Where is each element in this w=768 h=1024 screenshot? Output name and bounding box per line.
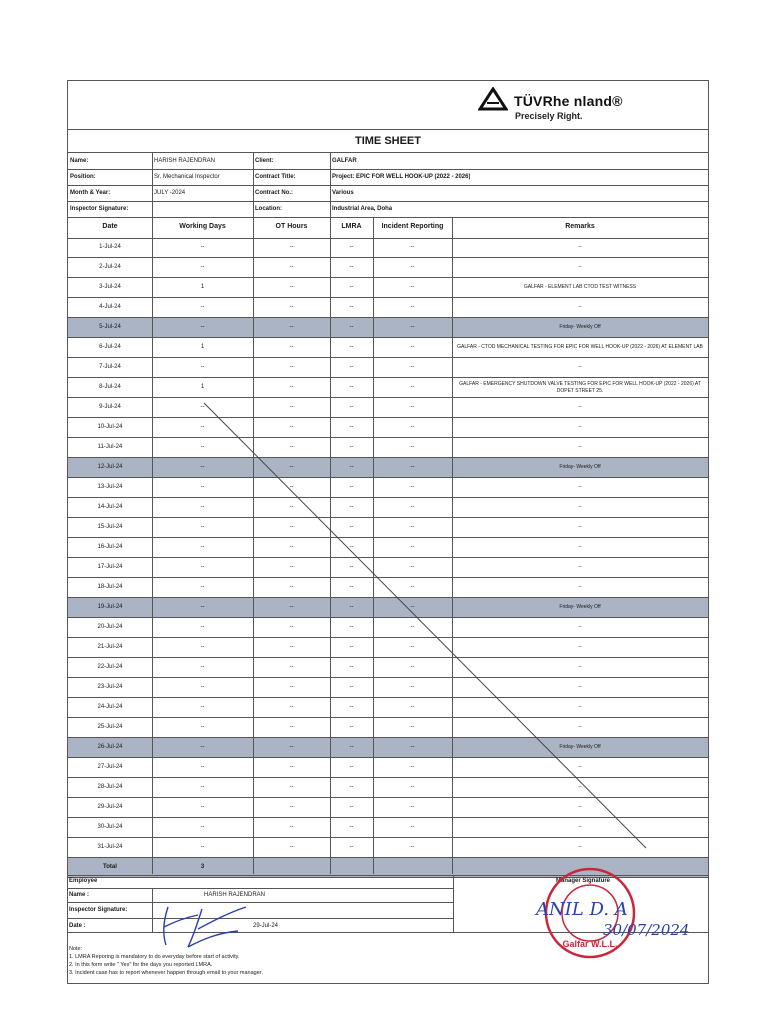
cell-lmra: -- xyxy=(349,244,354,250)
cell-ir: -- xyxy=(410,244,415,250)
column-header: Remarks xyxy=(565,223,595,230)
cell-remarks: Friday- Weekly Off xyxy=(559,464,601,470)
info-label: Position: xyxy=(70,174,96,180)
cell-remarks: -- xyxy=(578,564,582,570)
cell-lmra: -- xyxy=(349,544,354,550)
manager-signature xyxy=(528,887,728,947)
cell-remarks: -- xyxy=(578,504,582,510)
cell-date: 5-Jul-24 xyxy=(99,324,121,330)
cell-wd: -- xyxy=(200,324,205,330)
cell-lmra: -- xyxy=(349,724,354,730)
note-line: 1. LMRA Reporing is mandatory to do everyday before start of activity. xyxy=(69,954,240,960)
cell-ir: -- xyxy=(410,264,415,270)
logo-tagline: Precisely Right. xyxy=(515,111,583,121)
cell-date: 24-Jul-24 xyxy=(97,704,123,710)
cell-ir: -- xyxy=(410,824,415,830)
cell-wd: -- xyxy=(200,424,205,430)
cell-date: 30-Jul-24 xyxy=(97,824,123,830)
cell-wd: -- xyxy=(200,704,205,710)
cell-ot: -- xyxy=(289,284,294,290)
cell-ir: -- xyxy=(410,564,415,570)
cell-date: 10-Jul-24 xyxy=(97,424,123,430)
cell-date: 17-Jul-24 xyxy=(97,564,123,570)
cell-ir: -- xyxy=(410,584,415,590)
note-line: 2. In this form write " Yes" for the days you reported LMRA. xyxy=(69,962,213,968)
info-value: Sr. Mechanical Inspector xyxy=(154,174,220,180)
cell-remarks: -- xyxy=(578,844,582,850)
cell-ir: -- xyxy=(410,744,415,750)
cell-ir: -- xyxy=(410,384,415,390)
cell-date: 6-Jul-24 xyxy=(99,344,121,350)
cell-remarks: -- xyxy=(578,404,582,410)
info-label: Location: xyxy=(255,206,282,212)
date-label: Date : xyxy=(69,923,86,929)
name-label: Name : xyxy=(69,892,90,898)
cell-ot: -- xyxy=(289,584,294,590)
cell-wd: -- xyxy=(200,504,205,510)
cell-remarks: -- xyxy=(578,424,582,430)
employee-name: HARISH RAJENDRAN xyxy=(204,892,266,898)
employee-label: Employee xyxy=(69,878,98,884)
cell-date: 31-Jul-24 xyxy=(97,844,123,850)
cell-date: 7-Jul-24 xyxy=(99,364,121,370)
cell-ot: -- xyxy=(289,304,294,310)
cell-ot: -- xyxy=(289,704,294,710)
cell-lmra: -- xyxy=(349,324,354,330)
cell-remarks: GALFAR - EMERGENCY SHUTDOWN VALVE TESTING FOR EPIC FOR WELL HOOK-UP (2022 - 2026) AT DOPET STREET 25. xyxy=(459,380,701,394)
cell-ir: -- xyxy=(410,684,415,690)
cell-ir: -- xyxy=(410,724,415,730)
cell-wd: -- xyxy=(200,484,205,490)
cell-date: 28-Jul-24 xyxy=(97,784,123,790)
column-header: Working Days xyxy=(179,223,226,230)
cell-ot: -- xyxy=(289,264,294,270)
cell-lmra: -- xyxy=(349,504,354,510)
info-value: GALFAR xyxy=(332,158,357,164)
cell-wd: 1 xyxy=(200,344,205,350)
cell-remarks: Friday- Weekly Off xyxy=(559,324,601,330)
total-label: Total xyxy=(103,864,117,870)
info-value: Industrial Area, Doha xyxy=(332,206,393,212)
cell-ot: -- xyxy=(289,344,294,350)
cell-wd: -- xyxy=(200,804,205,810)
cell-wd: -- xyxy=(200,264,205,270)
cell-lmra: -- xyxy=(349,284,354,290)
cell-date: 23-Jul-24 xyxy=(97,684,123,690)
cell-ot: -- xyxy=(289,844,294,850)
cell-ir: -- xyxy=(410,424,415,430)
cell-remarks: -- xyxy=(578,264,582,270)
inspector-signature-label: Inspector Signature: xyxy=(69,907,128,913)
cell-lmra: -- xyxy=(349,744,354,750)
cell-date: 27-Jul-24 xyxy=(97,764,123,770)
cell-lmra: -- xyxy=(349,424,354,430)
cell-ot: -- xyxy=(289,384,294,390)
cell-ir: -- xyxy=(410,644,415,650)
cell-lmra: -- xyxy=(349,444,354,450)
inspector-signature xyxy=(158,899,278,949)
cell-wd: -- xyxy=(200,824,205,830)
cell-remarks: -- xyxy=(578,304,582,310)
cell-ot: -- xyxy=(289,544,294,550)
cell-wd: -- xyxy=(200,524,205,530)
cell-ir: -- xyxy=(410,804,415,810)
cell-date: 25-Jul-24 xyxy=(97,724,123,730)
cell-date: 18-Jul-24 xyxy=(97,584,123,590)
info-label: Inspector Signature: xyxy=(70,206,129,212)
cell-remarks: GALFAR - ELEMENT LAB CTOD TEST WITNESS xyxy=(523,284,637,290)
cell-lmra: -- xyxy=(349,784,354,790)
cell-ir: -- xyxy=(410,784,415,790)
info-value: Various xyxy=(332,190,354,196)
cell-ot: -- xyxy=(289,824,294,830)
cell-date: 19-Jul-24 xyxy=(97,604,123,610)
cell-remarks: -- xyxy=(578,664,582,670)
cell-lmra: -- xyxy=(349,684,354,690)
cell-ir: -- xyxy=(410,404,415,410)
cell-remarks: -- xyxy=(578,724,582,730)
cell-lmra: -- xyxy=(349,604,354,610)
cell-ot: -- xyxy=(289,644,294,650)
info-label: Month & Year: xyxy=(70,190,111,196)
cell-ot: -- xyxy=(289,604,294,610)
cell-ot: -- xyxy=(289,324,294,330)
cell-remarks: -- xyxy=(578,804,582,810)
cell-lmra: -- xyxy=(349,624,354,630)
cell-lmra: -- xyxy=(349,464,354,470)
manager-date: 30/07/2024 xyxy=(603,921,690,939)
cell-wd: -- xyxy=(200,364,205,370)
cell-wd: -- xyxy=(200,604,205,610)
cell-ot: -- xyxy=(289,804,294,810)
cell-ot: -- xyxy=(289,244,294,250)
cell-remarks: -- xyxy=(578,524,582,530)
cell-wd: 1 xyxy=(200,384,205,390)
cell-lmra: -- xyxy=(349,524,354,530)
cell-ot: -- xyxy=(289,444,294,450)
cell-ot: -- xyxy=(289,664,294,670)
cell-wd: -- xyxy=(200,584,205,590)
cell-ir: -- xyxy=(410,664,415,670)
cell-date: 26-Jul-24 xyxy=(97,744,123,750)
column-header: OT Hours xyxy=(275,223,308,230)
cell-date: 15-Jul-24 xyxy=(97,524,123,530)
cell-ot: -- xyxy=(289,464,294,470)
cell-date: 29-Jul-24 xyxy=(97,804,123,810)
column-header: LMRA xyxy=(341,223,362,230)
stamp-text: Galfar W.L.L. xyxy=(562,939,618,949)
cell-ir: -- xyxy=(410,344,415,350)
cell-wd: -- xyxy=(200,844,205,850)
cell-ir: -- xyxy=(410,324,415,330)
cell-wd: -- xyxy=(200,784,205,790)
cell-remarks: -- xyxy=(578,484,582,490)
document-title: TIME SHEET xyxy=(354,135,421,147)
cell-lmra: -- xyxy=(349,764,354,770)
cell-remarks: -- xyxy=(578,584,582,590)
cell-wd: -- xyxy=(200,464,205,470)
cell-ir: -- xyxy=(410,444,415,450)
cell-date: 3-Jul-24 xyxy=(99,284,121,290)
cell-wd: -- xyxy=(200,764,205,770)
cell-wd: -- xyxy=(200,724,205,730)
cell-remarks: -- xyxy=(578,784,582,790)
cell-remarks: -- xyxy=(578,624,582,630)
total-working-days: 3 xyxy=(200,864,205,870)
cell-remarks: -- xyxy=(578,824,582,830)
cell-date: 21-Jul-24 xyxy=(97,644,123,650)
cell-ot: -- xyxy=(289,524,294,530)
cell-remarks: -- xyxy=(578,544,582,550)
info-label: Name: xyxy=(70,158,89,164)
cell-remarks: -- xyxy=(578,684,582,690)
column-header: Incident Reporting xyxy=(381,223,444,230)
cell-date: 12-Jul-24 xyxy=(97,464,123,470)
cell-ot: -- xyxy=(289,404,294,410)
cell-date: 13-Jul-24 xyxy=(97,484,123,490)
cell-ot: -- xyxy=(289,764,294,770)
cell-lmra: -- xyxy=(349,564,354,570)
cell-date: 22-Jul-24 xyxy=(97,664,123,670)
column-header: Date xyxy=(102,223,118,230)
cell-wd: -- xyxy=(200,664,205,670)
cell-ir: -- xyxy=(410,764,415,770)
cell-lmra: -- xyxy=(349,264,354,270)
cell-ir: -- xyxy=(410,844,415,850)
cell-wd: -- xyxy=(200,304,205,310)
note-line: 3. Incident case has to report whenever happen through email to your manager. xyxy=(69,970,263,976)
cell-date: 20-Jul-24 xyxy=(97,624,123,630)
cell-date: 2-Jul-24 xyxy=(99,264,121,270)
cell-ir: -- xyxy=(410,504,415,510)
cell-wd: -- xyxy=(200,744,205,750)
cell-ir: -- xyxy=(410,304,415,310)
cell-lmra: -- xyxy=(349,804,354,810)
cell-lmra: -- xyxy=(349,304,354,310)
cell-ot: -- xyxy=(289,724,294,730)
cell-lmra: -- xyxy=(349,844,354,850)
notes-section xyxy=(69,945,263,977)
cell-lmra: -- xyxy=(349,344,354,350)
cell-remarks: -- xyxy=(578,364,582,370)
cell-remarks: -- xyxy=(578,644,582,650)
info-label: Client: xyxy=(255,158,274,164)
cell-date: 9-Jul-24 xyxy=(99,404,121,410)
cell-wd: -- xyxy=(200,624,205,630)
logo-brand: TÜVRhe nland® xyxy=(514,93,623,109)
cell-date: 1-Jul-24 xyxy=(99,244,121,250)
cell-lmra: -- xyxy=(349,664,354,670)
info-label: Contract No.: xyxy=(255,190,293,196)
info-label: Contract Title: xyxy=(255,174,296,180)
cell-ir: -- xyxy=(410,604,415,610)
cell-ot: -- xyxy=(289,484,294,490)
cell-wd: -- xyxy=(200,644,205,650)
cell-lmra: -- xyxy=(349,484,354,490)
cell-wd: 1 xyxy=(200,284,205,290)
cell-lmra: -- xyxy=(349,404,354,410)
note-line: Note: xyxy=(69,946,83,952)
cell-ot: -- xyxy=(289,744,294,750)
cell-ot: -- xyxy=(289,504,294,510)
cell-remarks: -- xyxy=(578,444,582,450)
cell-wd: -- xyxy=(200,684,205,690)
cell-remarks: -- xyxy=(578,704,582,710)
info-value: Project: EPIC FOR WELL HOOK-UP (2022 - 2026) xyxy=(332,174,471,180)
cell-date: 11-Jul-24 xyxy=(97,444,123,450)
cell-date: 14-Jul-24 xyxy=(97,504,123,510)
cell-lmra: -- xyxy=(349,644,354,650)
cell-lmra: -- xyxy=(349,384,354,390)
timesheet-document xyxy=(67,80,709,984)
info-value: JULY -2024 xyxy=(154,190,186,196)
cell-ir: -- xyxy=(410,524,415,530)
cell-wd: -- xyxy=(200,564,205,570)
strike-through-line xyxy=(68,81,708,881)
cell-remarks: -- xyxy=(578,764,582,770)
cell-ot: -- xyxy=(289,424,294,430)
cell-ir: -- xyxy=(410,464,415,470)
cell-ir: -- xyxy=(410,704,415,710)
sign-date: 29-Jul-24 xyxy=(253,923,279,929)
cell-ir: -- xyxy=(410,364,415,370)
cell-wd: -- xyxy=(200,244,205,250)
cell-ot: -- xyxy=(289,564,294,570)
cell-ot: -- xyxy=(289,364,294,370)
manager-signature-text: ANIL D. A xyxy=(536,899,628,920)
cell-date: 4-Jul-24 xyxy=(99,304,121,310)
cell-ir: -- xyxy=(410,284,415,290)
cell-lmra: -- xyxy=(349,824,354,830)
cell-ot: -- xyxy=(289,784,294,790)
info-value: HARISH RAJENDRAN xyxy=(154,158,216,164)
cell-wd: -- xyxy=(200,404,205,410)
cell-date: 8-Jul-24 xyxy=(99,384,121,390)
cell-wd: -- xyxy=(200,444,205,450)
cell-ot: -- xyxy=(289,624,294,630)
cell-ot: -- xyxy=(289,684,294,690)
cell-ir: -- xyxy=(410,484,415,490)
cell-date: 16-Jul-24 xyxy=(97,544,123,550)
manager-signature-label: Manager Signature xyxy=(556,878,611,884)
cell-ir: -- xyxy=(410,624,415,630)
cell-remarks: Friday- Weekly Off xyxy=(559,604,601,610)
cell-lmra: -- xyxy=(349,704,354,710)
cell-lmra: -- xyxy=(349,364,354,370)
cell-wd: -- xyxy=(200,544,205,550)
cell-ir: -- xyxy=(410,544,415,550)
cell-remarks: Friday- Weekly Off xyxy=(559,744,601,750)
cell-remarks: GALFAR - CTOD MECHANICAL TESTING FOR EPIC FOR WELL HOOK-UP (2022 - 2026) AT ELEMENT LAB xyxy=(457,344,703,350)
cell-remarks: -- xyxy=(578,244,582,250)
cell-lmra: -- xyxy=(349,584,354,590)
